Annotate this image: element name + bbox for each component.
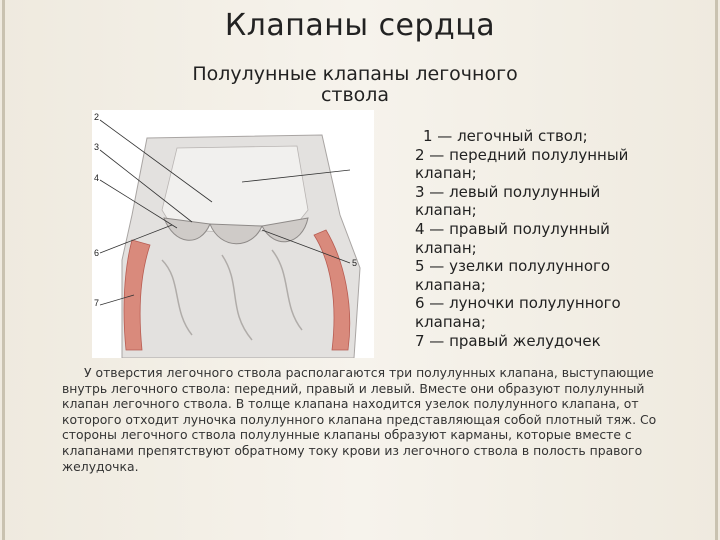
legend-line: 3 — левый полулунный xyxy=(415,182,601,201)
slide-title: Клапаны сердца xyxy=(224,8,496,43)
legend-line: 5 — узелки полулунного xyxy=(415,257,611,276)
legend-line: 6 — луночки полулунного xyxy=(415,294,621,313)
description-text: У отверстия легочного ствола располагаются три полулунных клапана, выступающие внутрь легочного ствола: передний, правый и левый. Вместе они образуют полулунный клапан легочного ствола. В толще клапана находится узелок полулунного клапана, от которого отходит луночка полулунного клапана представляющая собой плотный тяж. Со стороны легочного ствола полулунные клапаны образуют карманы, которые вместе с клапанами препятствуют обратному току крови из легочного ствола в полость правого желудочка. xyxy=(62,365,657,474)
legend-line: 4 — правый полулунный xyxy=(415,219,610,238)
pulmonary-trunk-lumen xyxy=(162,146,308,232)
figure-label-7: 7 xyxy=(94,298,100,308)
pulmonary-valve-illustration xyxy=(92,110,374,358)
figure-label-3: 3 xyxy=(94,142,100,152)
figure-label-4: 4 xyxy=(94,173,100,183)
legend-line: клапан; xyxy=(415,164,477,183)
legend-line: 1 — легочный ствол; xyxy=(423,127,588,145)
description-paragraph xyxy=(62,365,672,474)
slide-left-border xyxy=(2,0,5,540)
legend-line: 7 — правый желудочек xyxy=(415,331,601,350)
legend-line: клапан; xyxy=(415,238,477,257)
slide-right-border xyxy=(715,0,718,540)
figure-label-6: 6 xyxy=(94,248,100,258)
figure-label-5: 5 xyxy=(352,258,358,268)
legend-line: клапана; xyxy=(415,275,486,294)
slide-subtitle: Полулунные клапаны легочного ствола xyxy=(192,63,518,106)
legend-line: 2 — передний полулунный xyxy=(415,145,629,164)
legend-line: клапана; xyxy=(415,312,486,331)
figure-legend xyxy=(415,127,705,350)
legend-line: клапан; xyxy=(415,201,477,220)
figure-label-2: 2 xyxy=(94,112,100,122)
